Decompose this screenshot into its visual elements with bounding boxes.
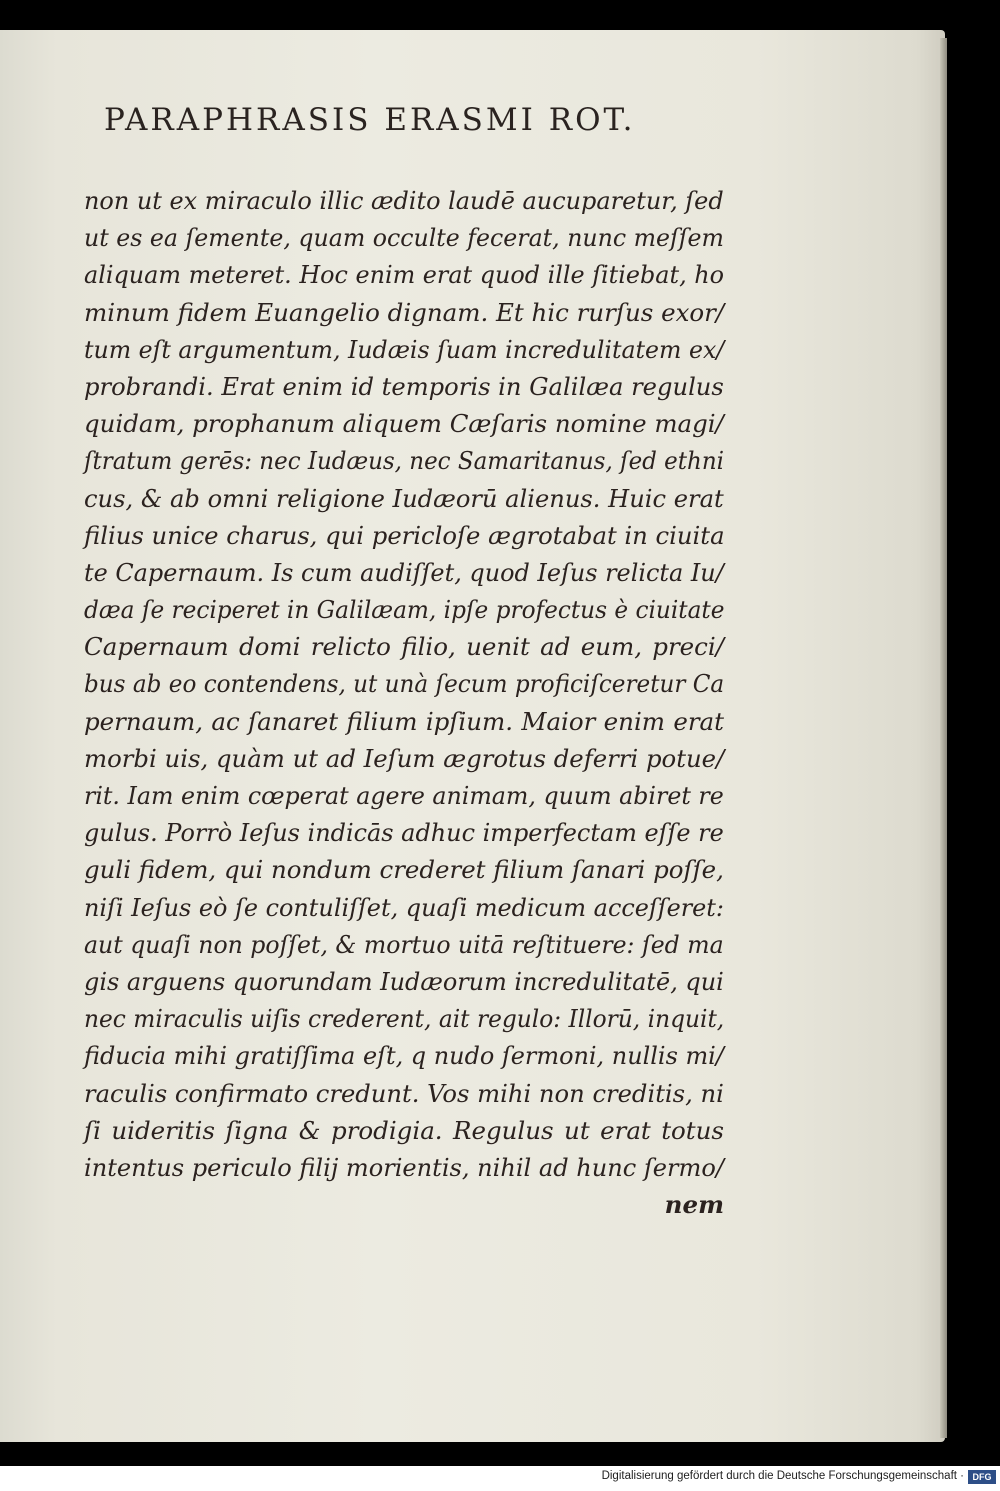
dfg-logo-icon[interactable]: DFG [968, 1470, 996, 1484]
text-block [84, 182, 724, 1223]
text-line: nem [664, 1190, 724, 1220]
text-line: guli fidem, qui nondum crederet filium ſanari poſſe, [84, 855, 724, 885]
text-line: filius unice charus, qui pericloſe ægrotabat in ciuita [84, 520, 725, 550]
text-line: non ut ex miraculo illic ædito laudē aucuparetur, ſed [84, 186, 724, 215]
text-line: intentus periculo filij morientis, nihil ad hunc ſermo/ [84, 1152, 724, 1182]
text-line: rit. Iam enim cœperat agere animam, quum abiret re [84, 781, 724, 810]
text-line: gis arguens quorundam Iudæorum incredulitatē, qui [84, 966, 724, 996]
text-line: pernaum, ac ſanaret filium ipſium. Maior enim erat [84, 706, 724, 736]
text-line: probrandi. Erat enim id temporis in Galilæa regulus [84, 371, 724, 401]
text-line: minum fidem Euangelio dignam. Et hic rurſus exor/ [84, 297, 725, 327]
text-line: ſi uideritis ſigna & prodigia. Regulus ut erat totus [84, 1115, 724, 1145]
text-line: te Capernaum. Is cum audiſſet, quod Ieſus relicta Iu/ [84, 557, 724, 587]
text-line: aliquam meteret. Hoc enim erat quod ille ſitiebat, ho [84, 260, 725, 290]
text-line: nec miraculis uiſis crederent, ait regulo: Illorū, inquit, [84, 1004, 725, 1034]
text-line: ſtratum gerēs: nec Iudæus, nec Samaritanus, ſed ethni [84, 446, 724, 476]
text-line: morbi uis, quàm ut ad Ieſum ægrotus deferri potue/ [84, 743, 725, 773]
text-line: gulus. Porrò Ieſus indicās adhuc imperfectam eſſe re [84, 818, 724, 848]
text-line: aut quaſi non poſſet, & mortuo uitā reſtituere: ſed ma [84, 929, 724, 959]
page-edge [940, 38, 947, 1438]
text-line: fiducia mihi gratiſſima eſt, q nudo ſermoni, nullis mi/ [84, 1041, 724, 1071]
book-page [0, 30, 945, 1442]
funding-note: Digitalisierung gefördert durch die Deutsche Forschungsgemeinschaft · [601, 1470, 964, 1482]
text-line: raculis confirmato credunt. Vos mihi non creditis, ni [84, 1078, 724, 1108]
running-head: PARAPHRASIS ERASMI ROT. [104, 102, 636, 138]
text-line: dæa ſe reciperet in Galilæam, ipſe profectus è ciuitate [84, 595, 725, 625]
text-line: tum eſt argumentum, Iudæis ſuam incredulitatem ex/ [84, 334, 725, 364]
text-line: Capernaum domi relicto filio, uenit ad eum, preci/ [84, 632, 724, 662]
text-line: ut es ea ſemente, quam occulte fecerat, nunc meſſem [84, 223, 724, 253]
text-line: bus ab eo contendens, ut unà ſecum proficiſceretur Ca [84, 669, 725, 699]
text-line: niſi Ieſus eò ſe contuliſſet, quaſi medicum acceſſeret: [84, 892, 724, 922]
footer-bar [0, 1466, 1000, 1491]
text-line: cus, & ab omni religione Iudæorū alienus. Huic erat [84, 483, 724, 513]
text-line: quidam, prophanum aliquem Cæſaris nomine magi/ [84, 409, 724, 439]
